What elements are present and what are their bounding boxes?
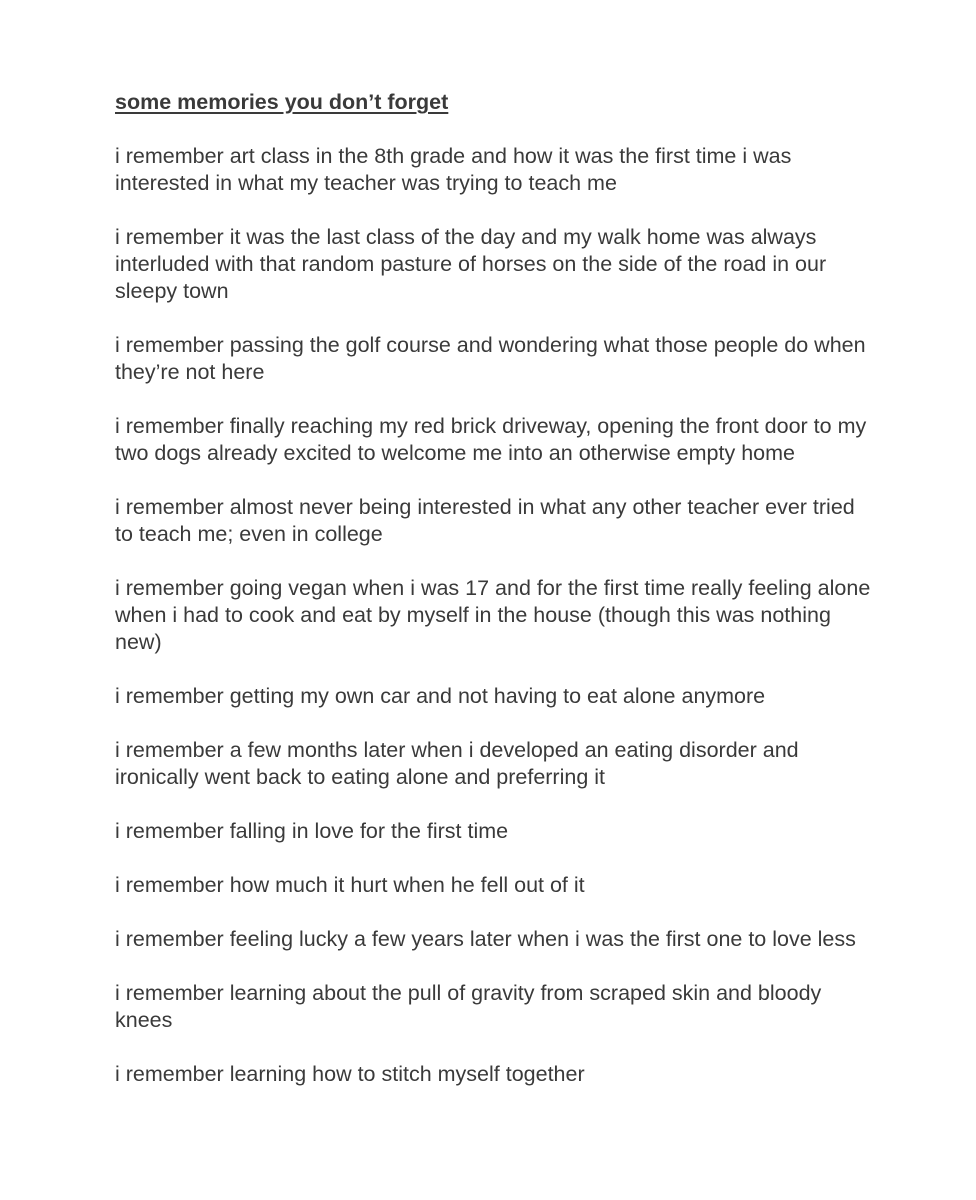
paragraph-12: i remember learning about the pull of gravity from scraped skin and bloody knees [115, 981, 822, 1032]
document-page [115, 89, 875, 1115]
paragraph-3: i remember passing the golf course and wondering what those people do when they’re not here [115, 333, 866, 384]
document-title: some memories you don’t forget [115, 90, 449, 114]
paragraph-1: i remember art class in the 8th grade and how it was the first time i was interested in what my teacher was trying to teach me [115, 144, 792, 195]
paragraph-10: i remember how much it hurt when he fell out of it [115, 873, 585, 897]
paragraph-2: i remember it was the last class of the day and my walk home was always interluded with that random pasture of horses on the side of the road in our sleepy town [115, 225, 827, 303]
paragraph-4: i remember finally reaching my red brick driveway, opening the front door to my two dogs already excited to welcome me into an otherwise empty home [115, 414, 867, 465]
paragraph-7: i remember getting my own car and not having to eat alone anymore [115, 684, 766, 708]
paragraph-13: i remember learning how to stitch myself together [115, 1062, 585, 1086]
paragraph-8: i remember a few months later when i developed an eating disorder and ironically went back to eating alone and preferring it [115, 738, 799, 789]
paragraph-5: i remember almost never being interested in what any other teacher ever tried to teach me; even in college [115, 495, 855, 546]
paragraph-11: i remember feeling lucky a few years later when i was the first one to love less [115, 927, 856, 951]
paragraph-9: i remember falling in love for the first time [115, 819, 509, 843]
paragraph-6: i remember going vegan when i was 17 and for the first time really feeling alone when i had to cook and eat by myself in the house (though this was nothing new) [115, 576, 871, 654]
